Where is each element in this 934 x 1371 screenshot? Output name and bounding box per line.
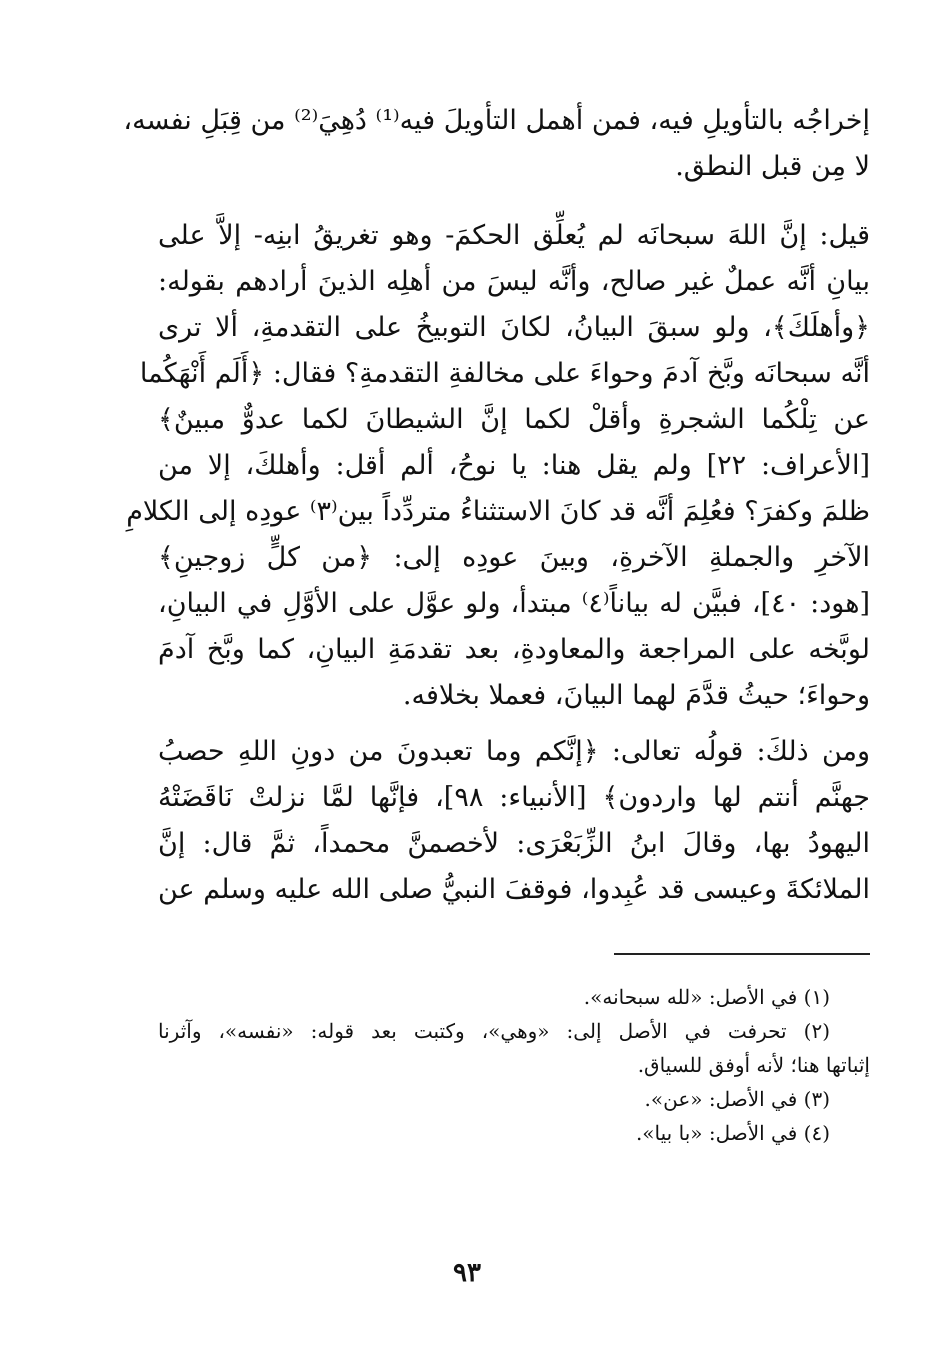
text-line: اليهودُ بها، وقالَ ابنُ الزِّبَعْرَى: لأخصمنَّ محمداً، ثمَّ قال: إنَّ [158,828,870,859]
text-line: لوبَّخه على المراجعة والمعاودةِ، بعد تقدمَةِ البيانِ، كما وبَّخ آدمَ [158,634,870,665]
text-line: عن تِلْكُما الشجرةِ وأقلْ لكما إنَّ الشيطانَ لكما عدوٌّ مبينٌ﴾ [158,404,870,435]
text-line: وحواءَ؛ حيثُ قدَّمَ لهما البيانَ، فعملا بخلافه. [402,680,870,711]
footnote-2-continuation: إثباتها هنا؛ لأنه أوفق للسياق. [637,1053,870,1077]
paragraph-3 [158,729,870,913]
text-line: جهنَّم أنتم لها واردون﴾ [الأنبياء: ٩٨]، فإنَّها لمَّا نزلتْ نَاقَضَتْهُ [158,782,871,813]
paragraph-1 [123,98,870,190]
footnote-1: (١) في الأصل: «لله سبحانه». [583,985,830,1009]
footnote-separator [614,953,870,955]
text-line: الملائكةَ وعيسى قد عُبِدوا، فوقفَ النبيُّ صلى الله عليه وسلم عن [158,874,870,905]
text-line: الآخرِ والجملةِ الآخرةِ، وبينَ عودِه إلى: ﴿من كلٍّ زوجينِ﴾ [158,542,870,573]
text-line: أنَّه سبحانَه وبَّخ آدمَ وحواءَ على مخالفةِ التقدمةِ؟ فقال: ﴿أَلَم أَنْهَكُما [139,358,870,389]
text-line: ﴿وأهلَكَ﴾، ولو سبقَ البيانُ، لكانَ التوبيخُ على التقدمةِ، ألا ترى [158,312,870,343]
text-line: إخراجُه بالتأويلِ فيه، فمن أهمل التأويلَ فيه⁽¹⁾ دُهِيَ⁽²⁾ من قِبَلِ نفسه، [123,105,870,136]
text-line: ومن ذلكَ: قولُه تعالى: ﴿إنَّكم وما تعبدونَ من دونِ اللهِ حصبُ [158,736,870,767]
text-line: [الأعراف: ٢٢] ولم يقل هنا: يا نوحُ، ألم أقل: وأهلكَ، إلا من [158,450,870,481]
footnotes [158,980,870,1150]
text-line: [هود: ٤٠]، فبيَّن له بياناً⁽٤⁾ مبتدأ، ولو عوَّل على الأوَّلِ في البيانِ، [158,588,870,619]
text-line: قيل: إنَّ اللهَ سبحانَه لم يُعلِّق الحكمَ- وهو تغريقُ ابنِه- إلاَّ على [158,220,870,251]
page-number: ٩٣ [453,1258,481,1288]
footnote-2: (٢) تحرفت في الأصل إلى: «وهي»، وكتبت بعد قوله: «نفسه»، وآثرنا [158,1019,830,1043]
footnote-3: (٣) في الأصل: «عن». [644,1087,830,1111]
footnote-4: (٤) في الأصل: «با بيا». [635,1121,830,1145]
paragraph-2 [126,213,870,719]
text-line: بيانِ أنَّه عملٌ غير صالح، وأنَّه ليسَ من أهلِه الذينَ أرادهم بقوله: [158,266,870,297]
text-line: ظلمَ وكفرَ؟ فعُلِمَ أنَّه قد كانَ الاستثناءُ متردِّداً بين⁽٣⁾ عودِه إلى الكلامِ [126,496,870,527]
text-line: لا مِن قبل النطق. [675,151,870,182]
